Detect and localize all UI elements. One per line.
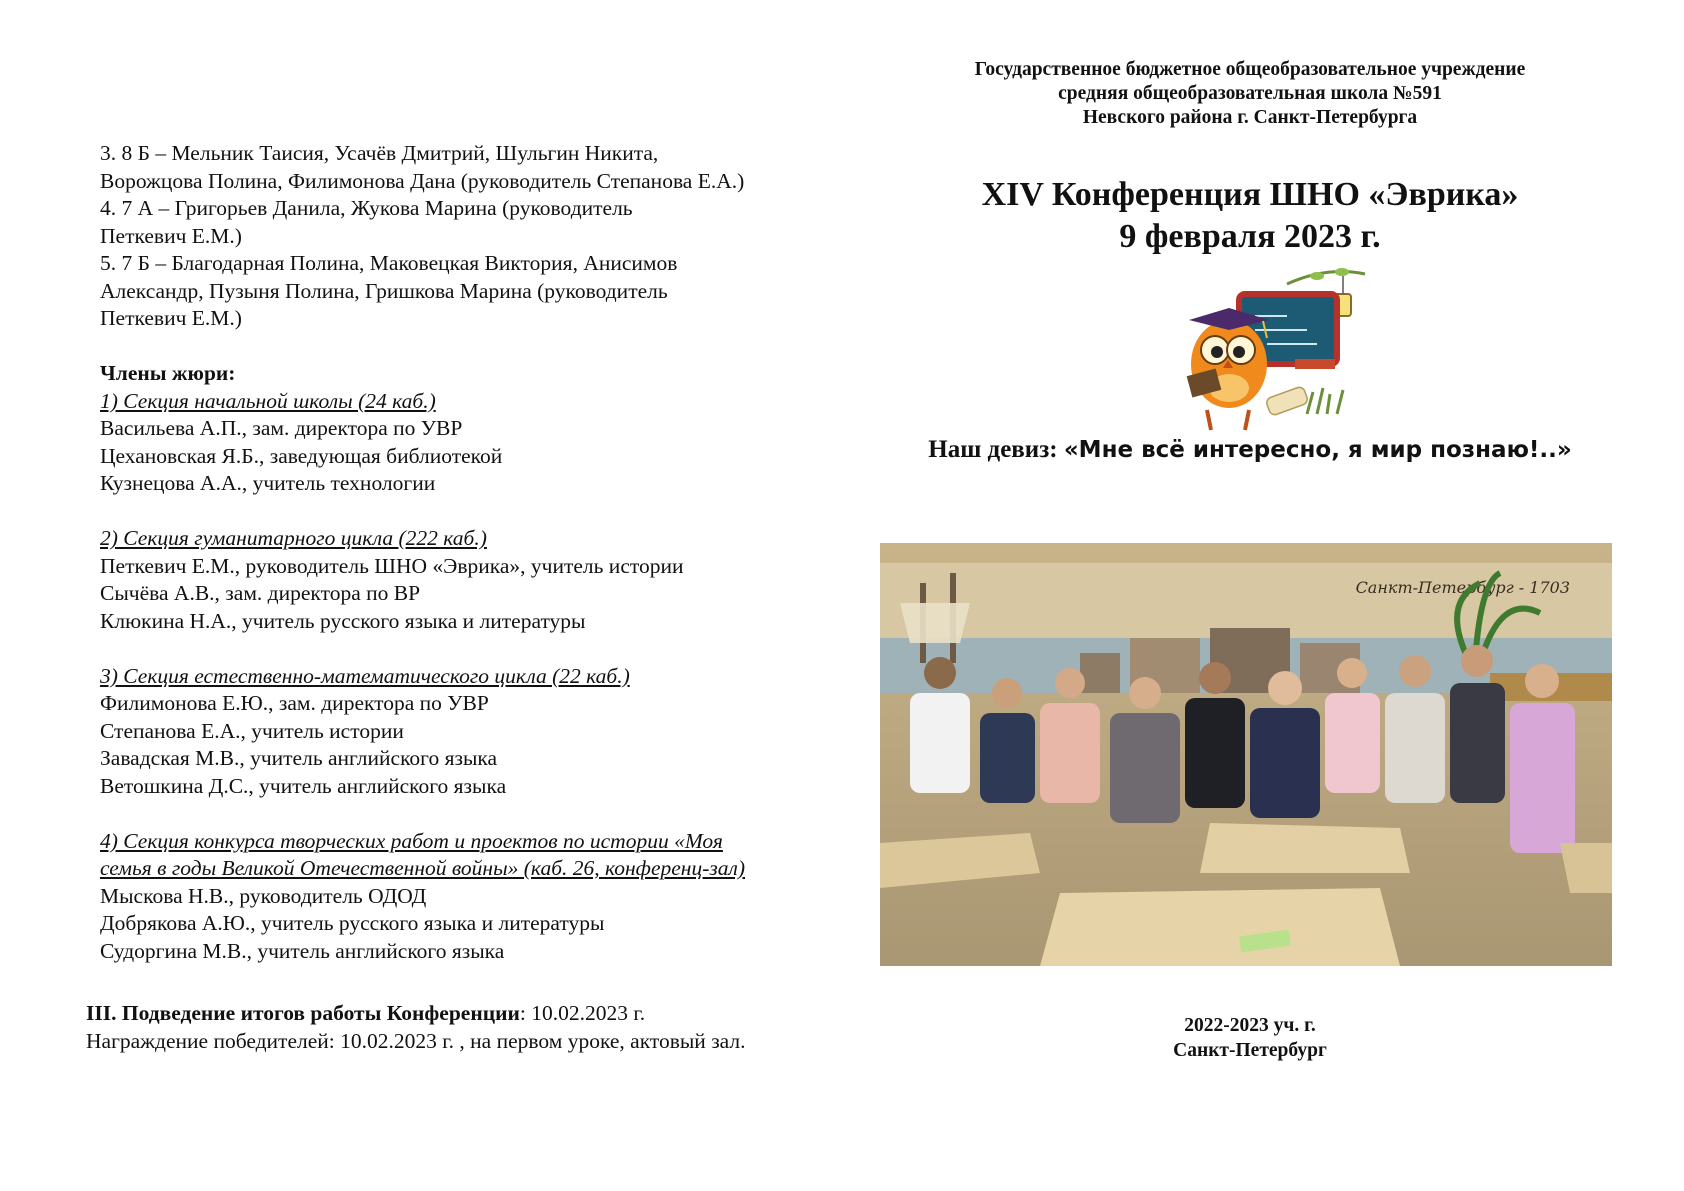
city: Санкт-Петербург — [1173, 1040, 1327, 1061]
team-line: 5. 7 Б – Благодарная Полина, Маковецкая Виктория, Анисимов — [100, 251, 678, 275]
motto-text: «Мне всё интересно, я мир познаю!..» — [1063, 437, 1572, 463]
team-line: Петкевич Е.М.) — [100, 306, 242, 330]
jury-member: Судоргина М.В., учитель английского языка — [100, 938, 505, 963]
jury-member: Завадская М.В., учитель английского языка — [100, 746, 498, 770]
jury-member: Кузнецова А.А., учитель технологии — [100, 471, 436, 495]
motto — [860, 436, 1640, 464]
title-page — [880, 58, 1620, 463]
organization-line: средняя общеобразовательная школа №591 — [1058, 83, 1442, 104]
section-title: 1) Секция начальной школы (24 каб.) — [100, 388, 436, 413]
organization-name — [880, 58, 1620, 130]
jury-heading: Члены жюри: — [100, 361, 236, 385]
jury-member: Мыскова Н.В., руководитель ОДОД — [100, 883, 427, 908]
jury-member: Цехановская Я.Б., заведующая библиотекой — [100, 443, 503, 468]
jury-member: Клюкина Н.А., учитель русского языка и литературы — [100, 608, 586, 633]
owl-logo-icon — [1167, 264, 1367, 432]
jury-member: Васильева А.П., зам. директора по УВР — [100, 416, 463, 440]
jury-member: Петкевич Е.М., руководитель ШНО «Эврика», учитель истории — [100, 553, 684, 578]
summary-label: III. Подведение итогов работы Конференции — [86, 1001, 520, 1025]
motto-label: Наш девиз: — [928, 436, 1064, 463]
section-title: 4) Секция конкурса творческих работ и проектов по истории «Моя — [100, 828, 723, 853]
jury-column — [100, 140, 860, 965]
jury-member: Сычёва А.В., зам. директора по ВР — [100, 581, 421, 605]
organization-line: Государственное бюджетное общеобразовательное учреждение — [974, 59, 1526, 80]
section-title: 3) Секция естественно-математического цикла (22 каб.) — [100, 663, 630, 688]
group-photo — [880, 543, 1612, 966]
summary-date: : 10.02.2023 г. — [519, 1001, 646, 1025]
section-title: семья в годы Великой Отечественной войны» (каб. 26, конференц-зал) — [100, 856, 746, 880]
section-title: 2) Секция гуманитарного цикла (222 каб.) — [100, 526, 487, 550]
academic-year: 2022-2023 уч. г. — [1184, 1015, 1316, 1036]
summary-block — [86, 1000, 866, 1055]
jury-member: Степанова Е.А., учитель истории — [100, 718, 404, 743]
jury-sections — [100, 388, 860, 966]
organization-line: Невского района г. Санкт-Петербурга — [1082, 107, 1418, 128]
jury-member: Ветошкина Д.С., учитель английского языка — [100, 773, 507, 798]
conference-title — [880, 174, 1620, 258]
footer — [1050, 1013, 1450, 1063]
team-line: Петкевич Е.М.) — [100, 223, 242, 248]
team-line: 3. 8 Б – Мельник Таисия, Усачёв Дмитрий, Шульгин Никита, — [100, 141, 659, 165]
awards-line: Награждение победителей: 10.02.2023 г. , на первом уроке, актовый зал. — [86, 1028, 746, 1053]
summary-line — [86, 1000, 866, 1028]
team-line: 4. 7 А – Григорьев Данила, Жукова Марина (руководитель — [100, 196, 633, 220]
team-line: Александр, Пузыня Полина, Гришкова Марина (руководитель — [100, 278, 668, 303]
jury-member: Добрякова А.Ю., учитель русского языка и литературы — [100, 911, 605, 935]
conference-date: 9 февраля 2023 г. — [1119, 218, 1381, 255]
photo-banner: Санкт-Петербург - 1703 — [1355, 578, 1570, 597]
jury-member: Филимонова Е.Ю., зам. директора по УВР — [100, 691, 489, 715]
team-list — [100, 140, 860, 333]
conference-title-line1: XIV Конференция ШНО «Эврика» — [981, 176, 1519, 213]
team-line: Ворожцова Полина, Филимонова Дана (руководитель Степанова Е.А.) — [100, 168, 745, 193]
